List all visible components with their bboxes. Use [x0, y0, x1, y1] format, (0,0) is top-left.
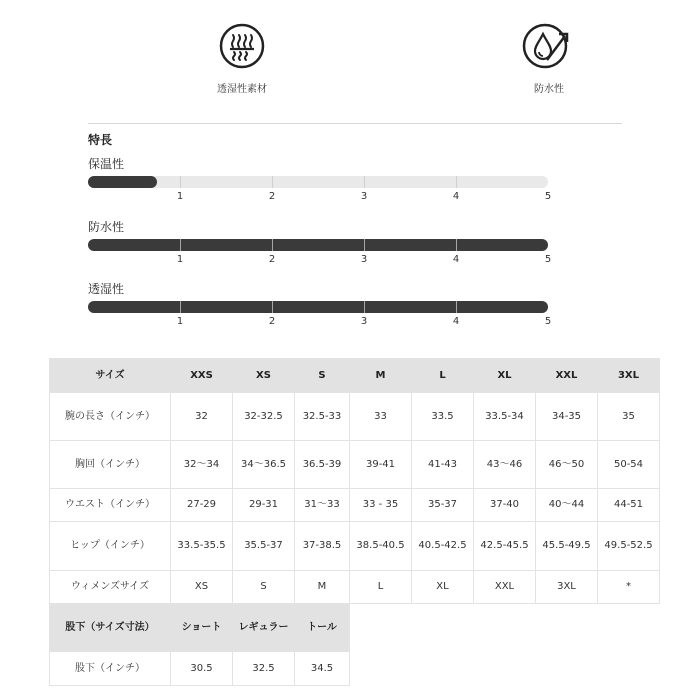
size-cell: 37-38.5: [295, 522, 350, 571]
scale-label: 2: [268, 316, 276, 327]
scale-label: 3: [360, 254, 368, 265]
size-cell: 41-43: [412, 441, 474, 489]
size-header-cell: XS: [233, 359, 295, 393]
scale-label: 4: [452, 316, 460, 327]
size-cell: 3XL: [536, 571, 598, 604]
size-chart-table: [49, 358, 660, 686]
size-cell: 27-29: [171, 489, 233, 522]
row-label: 胸回（インチ）: [50, 441, 171, 489]
size-cell: 39-41: [350, 441, 412, 489]
table-row: [50, 522, 660, 571]
inseam-header-row: [50, 604, 660, 652]
scale-label: 5: [544, 254, 552, 265]
size-header-cell: M: [350, 359, 412, 393]
inseam-header-cell: レギュラー: [233, 604, 295, 652]
table-row: [50, 393, 660, 441]
empty-cell: [350, 652, 660, 686]
feature-breathable: [182, 22, 302, 95]
size-cell: 33: [350, 393, 412, 441]
scale-label: 5: [544, 316, 552, 327]
table-row: [50, 441, 660, 489]
rating-scale: [88, 316, 558, 330]
rating-bar-fill: [88, 176, 157, 188]
size-cell: 40～44: [536, 489, 598, 522]
size-cell: 37-40: [474, 489, 536, 522]
size-cell: 43～46: [474, 441, 536, 489]
size-cell: XXL: [474, 571, 536, 604]
divider: [88, 123, 622, 124]
size-header-cell: L: [412, 359, 474, 393]
rating-breathability: [88, 280, 550, 330]
size-header-cell: XXS: [171, 359, 233, 393]
size-cell: 36.5-39: [295, 441, 350, 489]
size-cell: 32-32.5: [233, 393, 295, 441]
empty-cell: [350, 604, 660, 652]
rating-scale: [88, 254, 558, 268]
feature-waterproof: [489, 22, 609, 95]
size-table-header-row: [50, 359, 660, 393]
waterproof-icon: [521, 22, 577, 70]
size-cell: 46～50: [536, 441, 598, 489]
size-cell: 33 - 35: [350, 489, 412, 522]
rating-bar: [88, 300, 548, 314]
size-cell: 33.5: [412, 393, 474, 441]
size-cell: 33.5-34: [474, 393, 536, 441]
rating-label: 保温性: [88, 157, 125, 171]
size-cell: 45.5-49.5: [536, 522, 598, 571]
rating-scale: [88, 191, 558, 205]
rating-bar-fill: [88, 239, 548, 251]
waterproof-label: 防水性: [534, 84, 564, 95]
inseam-header-cell: トール: [295, 604, 350, 652]
rating-waterproof: [88, 218, 550, 268]
scale-label: 5: [544, 191, 552, 202]
size-cell: 35: [598, 393, 660, 441]
size-cell: 34-35: [536, 393, 598, 441]
size-cell: 35.5-37: [233, 522, 295, 571]
size-cell: 35-37: [412, 489, 474, 522]
breathable-label: 透湿性素材: [217, 84, 267, 95]
size-cell: 32.5-33: [295, 393, 350, 441]
size-header-cell: XXL: [536, 359, 598, 393]
breathable-material-icon: [218, 22, 266, 70]
size-cell: XL: [412, 571, 474, 604]
rating-bar: [88, 238, 548, 252]
size-header-cell: 3XL: [598, 359, 660, 393]
size-cell: 31～33: [295, 489, 350, 522]
size-cell: 32～34: [171, 441, 233, 489]
size-cell: *: [598, 571, 660, 604]
row-label: ウエスト（インチ）: [50, 489, 171, 522]
size-header-label: サイズ: [50, 359, 171, 393]
size-header-cell: S: [295, 359, 350, 393]
size-cell: 42.5-45.5: [474, 522, 536, 571]
size-cell: L: [350, 571, 412, 604]
table-row: [50, 571, 660, 604]
size-header-cell: XL: [474, 359, 536, 393]
features-title: 特長: [88, 133, 113, 147]
size-cell: 38.5-40.5: [350, 522, 412, 571]
scale-label: 2: [268, 191, 276, 202]
size-cell: 40.5-42.5: [412, 522, 474, 571]
size-cell: XS: [171, 571, 233, 604]
size-cell: 29-31: [233, 489, 295, 522]
inseam-cell: 34.5: [295, 652, 350, 686]
size-cell: 50-54: [598, 441, 660, 489]
size-cell: 34～36.5: [233, 441, 295, 489]
size-cell: 44-51: [598, 489, 660, 522]
row-label: ウィメンズサイズ: [50, 571, 171, 604]
inseam-header-cell: ショート: [171, 604, 233, 652]
rating-bar-fill: [88, 301, 548, 313]
rating-insulation: [88, 155, 550, 205]
rating-label: 透湿性: [88, 282, 125, 296]
scale-label: 1: [176, 316, 184, 327]
size-cell: 32: [171, 393, 233, 441]
scale-label: 3: [360, 316, 368, 327]
inseam-cell: 30.5: [171, 652, 233, 686]
scale-label: 1: [176, 191, 184, 202]
table-row: [50, 489, 660, 522]
table-row: [50, 652, 660, 686]
size-cell: M: [295, 571, 350, 604]
inseam-cell: 32.5: [233, 652, 295, 686]
scale-label: 1: [176, 254, 184, 265]
scale-label: 4: [452, 254, 460, 265]
row-label: 股下（インチ）: [50, 652, 171, 686]
size-cell: 33.5-35.5: [171, 522, 233, 571]
scale-label: 2: [268, 254, 276, 265]
rating-bar: [88, 175, 548, 189]
size-cell: 49.5-52.5: [598, 522, 660, 571]
inseam-header-label: 股下（サイズ寸法）: [50, 604, 171, 652]
size-cell: S: [233, 571, 295, 604]
row-label: ヒップ（インチ）: [50, 522, 171, 571]
row-label: 腕の長さ（インチ）: [50, 393, 171, 441]
scale-label: 4: [452, 191, 460, 202]
rating-label: 防水性: [88, 220, 125, 234]
scale-label: 3: [360, 191, 368, 202]
